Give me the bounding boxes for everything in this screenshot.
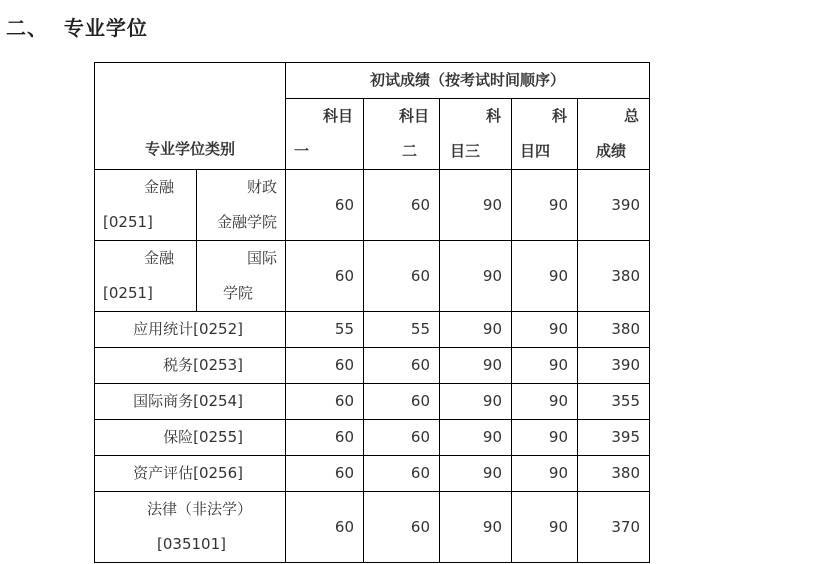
table-row [95, 384, 650, 420]
score-cell: 60 [286, 348, 364, 384]
category-name: 法律（非法学） [035101] [95, 492, 286, 563]
category-name: 税务[0253] [95, 348, 286, 384]
section-heading: 二、 专业学位 [6, 16, 148, 40]
col-header-subject-2: 科目 二 [364, 99, 440, 170]
score-cell: 90 [512, 456, 578, 492]
total-cell: 380 [578, 312, 650, 348]
category-name: 保险[0255] [95, 420, 286, 456]
score-cell: 60 [286, 170, 364, 241]
category-name: 金融 [0251] [95, 241, 197, 312]
category-name: 金融 [0251] [95, 170, 197, 241]
score-cell: 90 [512, 241, 578, 312]
header-row-1 [95, 63, 650, 99]
score-cell: 55 [286, 312, 364, 348]
table-row [95, 456, 650, 492]
score-cell: 60 [286, 492, 364, 563]
total-cell: 390 [578, 170, 650, 241]
group-header: 初试成绩（按考试时间顺序） [286, 63, 650, 99]
score-cell: 60 [364, 456, 440, 492]
score-cell: 60 [364, 348, 440, 384]
score-cell: 60 [364, 384, 440, 420]
table-row [95, 420, 650, 456]
table-row [95, 492, 650, 563]
score-cell: 90 [440, 170, 512, 241]
score-cell: 90 [440, 384, 512, 420]
score-cell: 90 [512, 312, 578, 348]
score-cell: 90 [440, 456, 512, 492]
category-name: 应用统计[0252] [95, 312, 286, 348]
score-cell: 90 [440, 241, 512, 312]
category-header: 专业学位类别 [95, 63, 286, 170]
school-name: 国际 学院 [197, 241, 286, 312]
school-name: 财政 金融学院 [197, 170, 286, 241]
score-cell: 60 [286, 456, 364, 492]
total-cell: 395 [578, 420, 650, 456]
score-cell: 90 [512, 420, 578, 456]
table-row [95, 170, 650, 241]
score-cell: 90 [512, 170, 578, 241]
score-cell: 60 [364, 170, 440, 241]
total-cell: 380 [578, 456, 650, 492]
table-row [95, 312, 650, 348]
score-cell: 90 [440, 492, 512, 563]
score-cell: 60 [364, 241, 440, 312]
score-cell: 90 [512, 492, 578, 563]
score-cell: 90 [440, 348, 512, 384]
score-cell: 60 [364, 420, 440, 456]
score-cell: 55 [364, 312, 440, 348]
category-name: 国际商务[0254] [95, 384, 286, 420]
score-cell: 60 [286, 384, 364, 420]
total-cell: 380 [578, 241, 650, 312]
score-cell: 90 [512, 348, 578, 384]
score-cell: 90 [512, 384, 578, 420]
score-table [94, 62, 650, 563]
total-cell: 390 [578, 348, 650, 384]
score-cell: 60 [286, 241, 364, 312]
total-cell: 355 [578, 384, 650, 420]
score-cell: 60 [286, 420, 364, 456]
col-header-subject-1: 科目 一 [286, 99, 364, 170]
category-name: 资产评估[0256] [95, 456, 286, 492]
col-header-total: 总 成绩 [578, 99, 650, 170]
total-cell: 370 [578, 492, 650, 563]
table-row [95, 241, 650, 312]
col-header-subject-4: 科 目四 [512, 99, 578, 170]
score-cell: 60 [364, 492, 440, 563]
score-cell: 90 [440, 420, 512, 456]
col-header-subject-3: 科 目三 [440, 99, 512, 170]
score-cell: 90 [440, 312, 512, 348]
table-row [95, 348, 650, 384]
